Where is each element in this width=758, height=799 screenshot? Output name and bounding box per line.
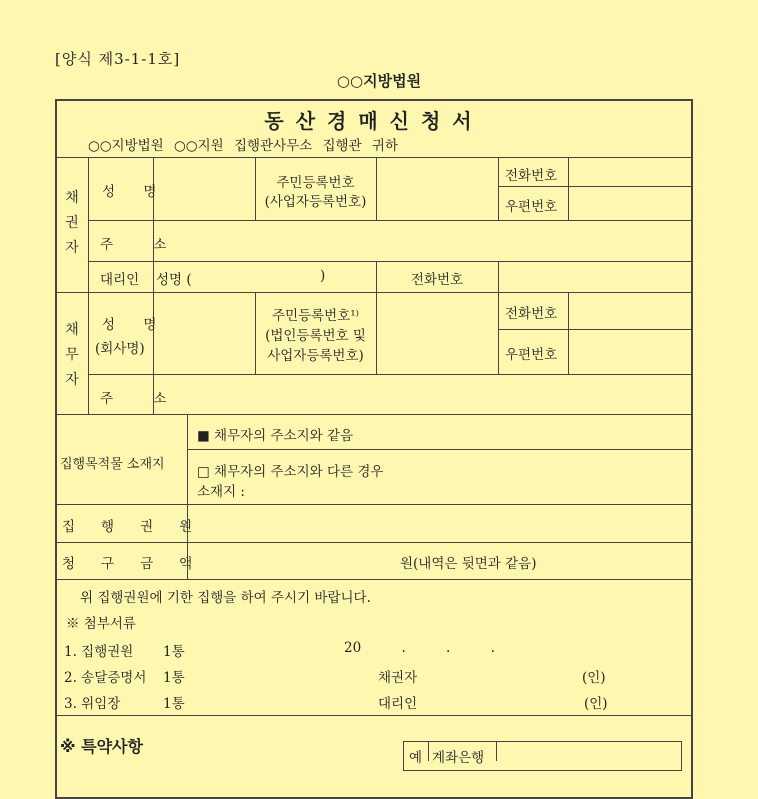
debtor-id-label-1: 주민등록번호¹⁾ <box>272 308 359 324</box>
attachment-2-label: 2. 송달증명서 <box>64 670 147 686</box>
rule-debtor-phone <box>498 329 693 330</box>
addressee: ○○지방법원 ○○지원 집행관사무소 집행관 귀하 <box>88 138 398 154</box>
location-option-different[interactable]: □ 채무자의 주소지와 다른 경우 <box>197 464 384 480</box>
signer-agent-seal: (인) <box>584 696 608 712</box>
signer-agent: 대리인 <box>378 696 418 712</box>
rule-creditor-bottom <box>55 292 693 293</box>
attachments-heading: ※ 첨부서류 <box>66 616 136 632</box>
rule-debtor-id-value-col <box>376 292 377 374</box>
title-of-execution-label: 집행권원 <box>62 519 219 535</box>
account-box-divider-1 <box>428 741 429 761</box>
signer-creditor: 채권자 <box>378 670 418 686</box>
agent-phone-label: 전화번호 <box>410 272 464 288</box>
creditor-section-label: 채 권 자 <box>65 190 79 256</box>
court-name: ○○지방법원 <box>336 72 422 90</box>
rule-header-bottom <box>55 157 693 158</box>
rule-request-bottom <box>55 715 693 716</box>
rule-creditor-phone-col <box>498 157 499 220</box>
attachment-1-label: 1. 집행권원 <box>64 644 134 660</box>
creditor-address-label: 주 소 <box>100 237 185 253</box>
rule-debtor-name-bottom <box>88 374 693 375</box>
rule-creditor-phone <box>498 186 693 187</box>
claim-amount-value: 원(내역은 뒷면과 같음) <box>400 556 537 572</box>
form-number: [양식 제3-1-1호] <box>55 50 181 68</box>
rule-location-bottom <box>55 504 693 505</box>
debtor-address-label: 주 소 <box>100 391 185 407</box>
debtor-name-label-1: 성 명 <box>102 317 169 333</box>
debtor-postal-label: 우편번호 <box>505 347 558 363</box>
request-text: 위 집행권원에 기한 집행을 하여 주시기 바랍니다. <box>80 590 371 606</box>
rule-creditor-address-bottom <box>88 261 693 262</box>
rule-debtor-bottom <box>55 414 693 415</box>
creditor-agent-label: 대리인 <box>100 272 140 288</box>
debtor-id-label-2: (법인등록번호 및 <box>265 328 366 344</box>
date-line: 20 . . . <box>344 640 495 656</box>
form-title: 동산경매신청서 <box>264 109 484 133</box>
rule-creditor-phone-value-col <box>568 157 569 220</box>
special-terms-heading: ※ 특약사항 <box>60 737 143 756</box>
location-label: 집행목적물 소재지 <box>60 457 165 472</box>
rule-agent-phone-value-col <box>498 261 499 292</box>
account-box-divider-2 <box>496 741 497 761</box>
rule-creditor-id-value-col <box>376 157 377 220</box>
agent-name-label: 성명 ( <box>156 272 192 288</box>
attachment-3-count: 1통 <box>163 696 185 712</box>
rule-section-col <box>88 157 89 414</box>
rule-amount-bottom <box>55 579 693 580</box>
rule-creditor-label-col <box>153 157 154 292</box>
rule-creditor-name-bottom <box>88 220 693 221</box>
creditor-postal-label: 우편번호 <box>505 199 558 215</box>
location-option-same[interactable]: ■ 채무자의 주소지와 같음 <box>197 428 354 444</box>
debtor-id-label-3: 사업자등록번호) <box>267 348 364 364</box>
attachment-3-label: 3. 위임장 <box>64 696 121 712</box>
creditor-id-label-1: 주민등록번호 <box>276 175 355 191</box>
attachment-2-count: 1통 <box>163 670 185 686</box>
creditor-id-label-2: (사업자등록번호) <box>264 194 367 210</box>
rule-debtor-phone-value-col <box>568 292 569 374</box>
claim-amount-label: 청구금액 <box>62 556 219 572</box>
debtor-section-label: 채 무 자 <box>65 322 79 388</box>
signer-creditor-seal: (인) <box>582 670 606 686</box>
debtor-phone-label: 전화번호 <box>505 306 558 322</box>
rule-location-mid <box>187 449 693 450</box>
rule-title-bottom <box>55 542 693 543</box>
creditor-name-label: 성 명 <box>102 184 169 200</box>
attachment-1-count: 1통 <box>163 644 185 660</box>
creditor-phone-label: 전화번호 <box>505 168 558 184</box>
account-box-col1: 예 <box>409 750 423 766</box>
location-address-label: 소재지 : <box>197 484 245 500</box>
rule-debtor-phone-col <box>498 292 499 374</box>
agent-name-close: ) <box>320 268 326 284</box>
account-bank-label: 계좌은행 <box>432 750 485 766</box>
debtor-name-label-2: (회사명) <box>95 341 145 357</box>
